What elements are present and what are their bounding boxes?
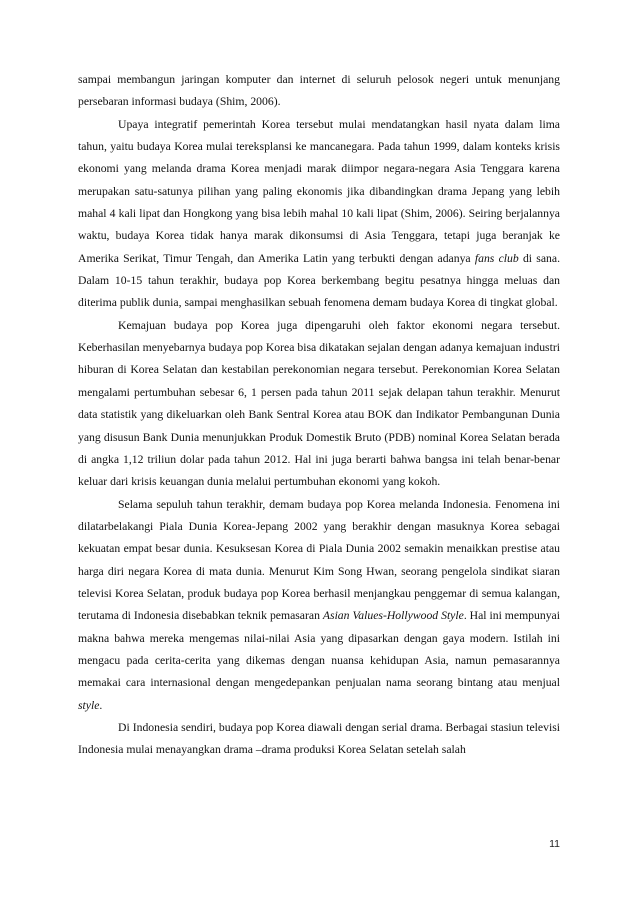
paragraph-1-text: sampai membangun jaringan komputer dan internet di seluruh pelosok negeri untuk menunjang persebaran informasi budaya (Shim, 2006). [78,73,560,109]
paragraph-2-italic-fans-club: fans club [474,251,519,265]
paragraph-4-italic-style-term: Asian Values-Hollywood Style [322,609,464,623]
paragraph-4-text-b: . Hal ini mempunyai makna bahwa mereka mengemas nilai-nilai Asia yang dipasarkan dengan gaya modern. Istilah ini mengacu pada cerita-cerita yang dikemas dengan nuansa kehidupan Asia, namun pemasarannya memakai cara internasional dengan mengedepankan penjualan nama seorang bintang atau menjual [78,609,560,690]
paragraph-2 [78,114,560,315]
page-number: 11 [549,838,560,850]
paragraph-4-text-c: . [99,698,103,712]
paragraph-3 [78,315,560,494]
paragraph-4-text-a: Selama sepuluh tahun terakhir, demam budaya pop Korea melanda Indonesia. Fenomena ini dilatarbelakangi Piala Dunia Korea-Jepang 2002 yang berakhir dengan masuknya Korea sebagai kekuatan empat besar dunia. Kesuksesan Korea di Piala Dunia 2002 semakin menaikkan prestise atau harga diri negara Korea di mata dunia. Menurut Kim Song Hwan, seorang pengelola sindikat siaran televisi Korea Selatan, produk budaya pop Korea berhasil menjangkau penggemar di semua kalangan, terutama di Indonesia disebabkan teknik pemasaran [78,497,560,623]
page-body [78,69,560,762]
paragraph-2-text-b: di sana. Dalam 10-15 tahun terakhir, budaya pop Korea berkembang begitu pesatnya hingga meluas dan diterima publik dunia, sampai menghasilkan sebuah fenomena demam budaya Korea di tingkat global. [78,251,560,310]
paragraph-5-text: Di Indonesia sendiri, budaya pop Korea diawali dengan serial drama. Berbagai stasiun televisi Indonesia mulai menayangkan drama –drama produksi Korea Selatan setelah salah [78,720,560,757]
paragraph-3-text: Kemajuan budaya pop Korea juga dipengaruhi oleh faktor ekonomi negara tersebut. Keberhasilan menyebarnya budaya pop Korea bisa dikatakan sejalan dengan adanya kemajuan industri hiburan di Korea Selatan dan kestabilan perekonomian negara tersebut. Perekonomian Korea Selatan mengalami pertumbuhan sebesar 6, 1 persen pada tahun 2011 sejak delapan tahun terakhir. Menurut data statistik yang dikeluarkan oleh Bank Sentral Korea atau BOK dan Indikator Pembangunan Dunia yang disusun Bank Dunia menunjukkan Produk Domestik Bruto (PDB) nominal Korea Selatan berada di angka 1,12 triliun dolar pada tahun 2012. Hal ini juga berarti bahwa bangsa ini telah benar-benar keluar dari krisis keuangan dunia melalui pertumbuhan ekonomi yang kokoh. [78,318,560,489]
paragraph-4-italic-style: style [78,698,100,712]
paragraph-1 [78,69,560,114]
paragraph-4 [78,494,560,717]
paragraph-5 [78,717,560,762]
paragraph-2-text-a: Upaya integratif pemerintah Korea tersebut mulai mendatangkan hasil nyata dalam lima tahun, yaitu budaya Korea mulai tereksplansi ke mancanegara. Pada tahun 1999, dalam konteks krisis ekonomi yang melanda drama Korea menjadi marak diimpor negara-negara Asia Tenggara karena merupakan satu-satunya pilihan yang paling ekonomis jika dibandingkan drama Jepang yang lebih mahal 4 kali lipat dan Hongkong yang bisa lebih mahal 10 kali lipat (Shim, 2006). Seiring berjalannya waktu, budaya Korea tidak hanya marak dikonsumsi di Asia Tenggara, tetapi juga beranjak ke Amerika Serikat, Timur Tengah, dan Amerika Latin yang terbukti dengan adanya [78,117,560,265]
